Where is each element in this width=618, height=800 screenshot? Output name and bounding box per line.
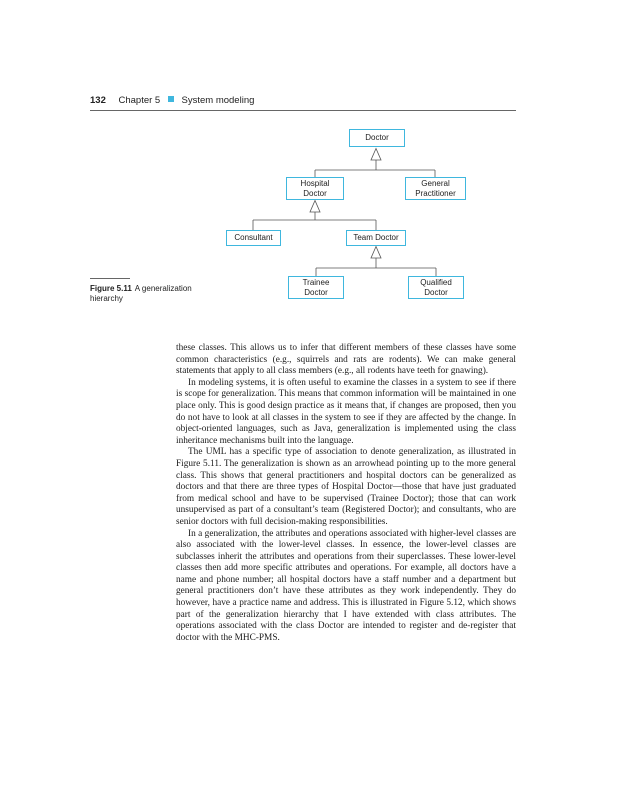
class-trainee-doctor xyxy=(288,276,344,299)
figure-caption-text: A generalization hierarchy xyxy=(90,284,192,303)
class-qualified-doctor xyxy=(408,276,464,299)
class-team-doctor-label: Team Doctor xyxy=(353,233,399,243)
body-paragraph: In modeling systems, it is often useful to examine the classes in a system to see if there is scope for generalization. This means that common information will be maintained in one place only. This is good design practice as it means that, if changes are proposed, then you do not have to look at all classes in the system to see if they are affected by the change. In object-oriented languages, such as Java, generalization is implemented using the class inheritance mechanisms built into the language. xyxy=(176,377,516,446)
class-trainee-doctor-label: Trainee Doctor xyxy=(302,277,330,297)
figure-caption-rule xyxy=(90,278,130,279)
class-general-practitioner-label: General Practitioner xyxy=(415,178,456,198)
generalization-arrow-team-doctor-icon xyxy=(371,247,381,259)
class-doctor-label: Doctor xyxy=(365,133,389,143)
class-consultant xyxy=(226,230,281,246)
class-hospital-doctor xyxy=(286,177,344,200)
class-qualified-doctor-label: Qualified Doctor xyxy=(420,277,452,297)
body-text xyxy=(176,343,516,644)
class-team-doctor xyxy=(346,230,406,246)
generalization-arrow-hospital-doctor-icon xyxy=(310,201,320,213)
body-paragraph: The UML has a specific type of association to denote generalization, as illustrated in Figure 5.11. The generalization is shown as an arrowhead pointing up to the more general class. This shows that general practitioners and hospital doctors can be generalized as doctors and that there are three types of Hospital Doctor—those that have just graduated from medical school and have to be supervised (Trainee Doctor); those that can work unsupervised as part of a consultant’s team (Registered Doctor); and consultants, who are senior doctors with full decision-making responsibilities. xyxy=(176,447,516,527)
class-consultant-label: Consultant xyxy=(234,233,273,243)
figure-label: Figure 5.11 xyxy=(90,284,132,293)
body-paragraph: these classes. This allows us to infer that different members of these classes have some common characteristics (e.g., squirrels and rats are rodents). We can make general statements that apply to all class members (e.g., all rodents have teeth for gnawing). xyxy=(176,343,516,377)
figure-caption xyxy=(90,284,220,304)
generalization-arrow-doctor-icon xyxy=(371,149,381,161)
class-doctor xyxy=(349,129,405,147)
class-hospital-doctor-label: Hospital Doctor xyxy=(300,178,330,198)
body-paragraph: In a generalization, the attributes and operations associated with higher-level classes are also associated with the lower-level classes. In essence, the lower-level classes are subclasses inherit the attributes and operations from their superclasses. These lower-level classes then add more specific attributes and operations. For example, all doctors have a name and phone number; all hospital doctors have a staff number and a department but general practitioners don’t have these attributes as they work independently. They do however, have a practice name and address. This is illustrated in Figure 5.12, which shows part of the generalization hierarchy that I have extended with class attributes. The operations associated with the class Doctor are intended to register and de-register that doctor with the MHC-PMS. xyxy=(176,528,516,643)
page-number: 132 xyxy=(90,95,106,106)
chapter-label: Chapter 5 xyxy=(118,95,161,106)
chapter-title: System modeling xyxy=(181,95,255,106)
class-general-practitioner xyxy=(405,177,466,200)
